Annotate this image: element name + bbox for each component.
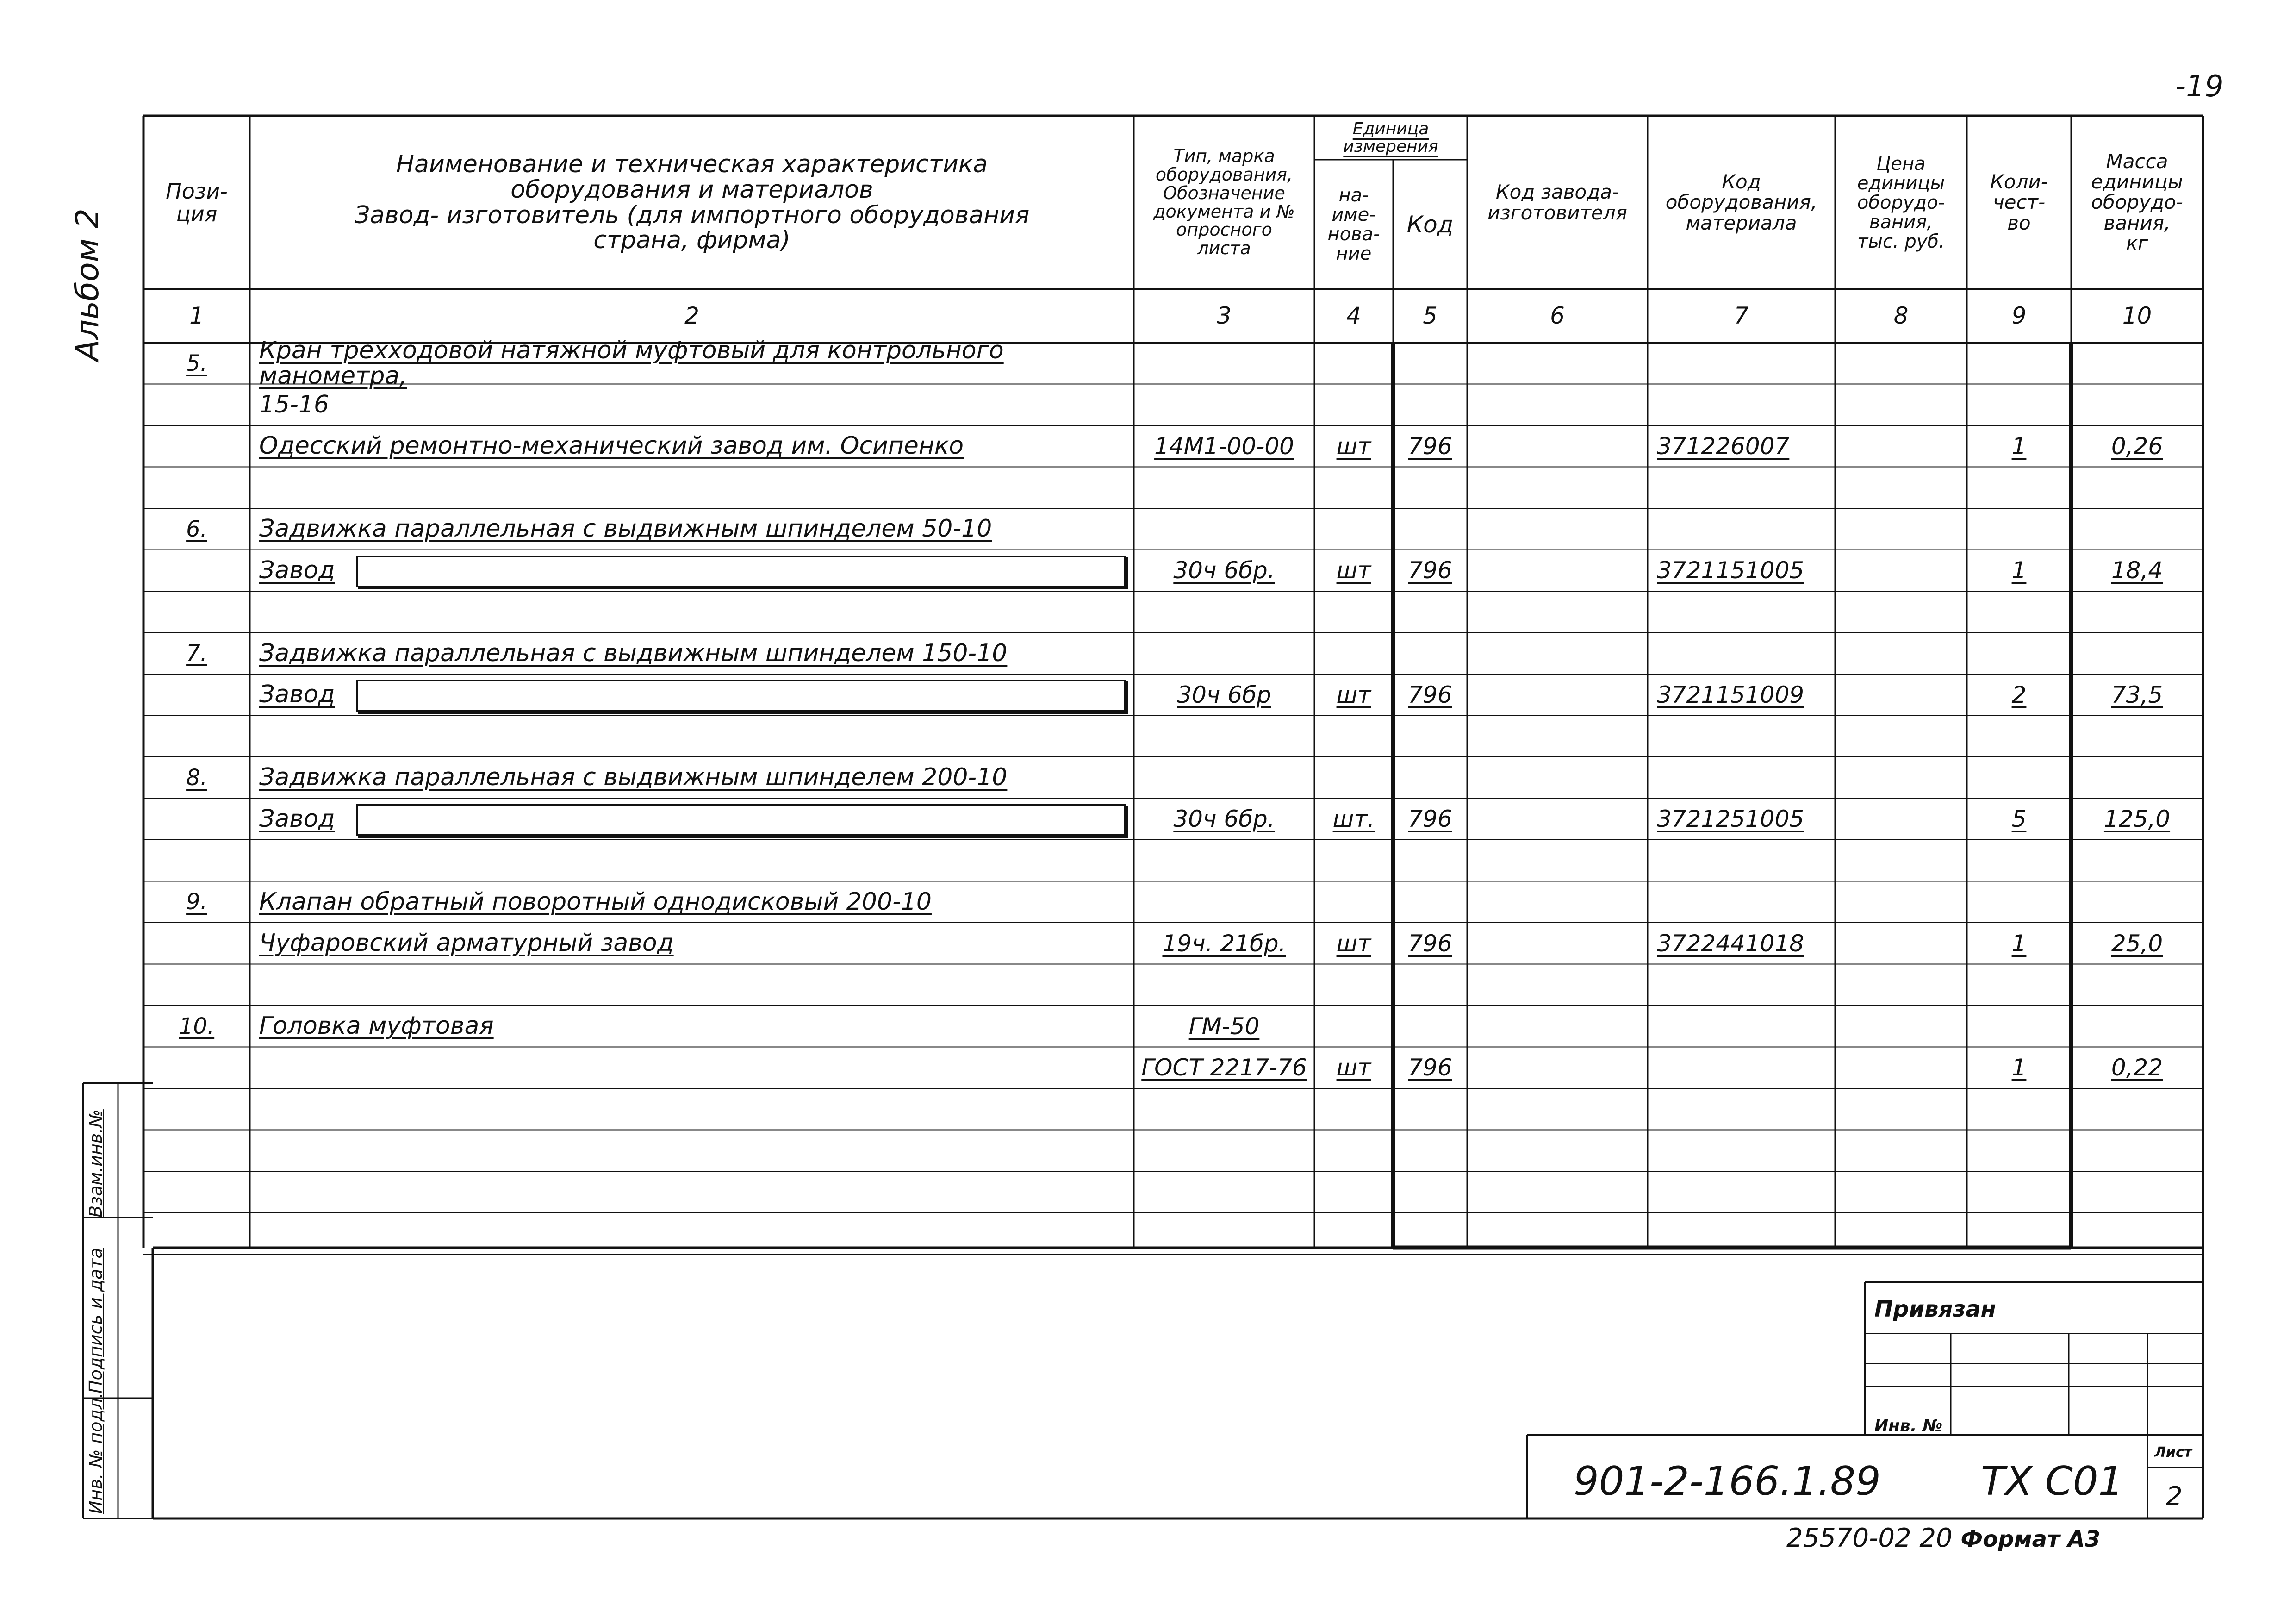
column-number: 3 — [1217, 302, 1232, 330]
row-price — [1835, 467, 1967, 509]
row-position — [143, 425, 250, 467]
row-factory-code — [1467, 674, 1648, 716]
row-unit-name: шт. — [1332, 806, 1375, 832]
row-mass: 18,4 — [2111, 557, 2163, 584]
row-quantity: 2 — [2011, 681, 2027, 708]
row-mass — [2071, 757, 2203, 799]
row-factory-code — [1467, 1088, 1648, 1130]
row-material-code: 3721151005 — [1657, 557, 1804, 584]
row-position: 6. — [186, 516, 207, 542]
row-position — [143, 840, 250, 881]
row-factory-code — [1467, 1213, 1648, 1255]
row-type — [1134, 1213, 1314, 1255]
row-name: Задвижка параллельная с выдвижным шпинделем 150-10 — [259, 639, 1008, 667]
row-price — [1835, 881, 1967, 923]
row-price — [1835, 757, 1967, 799]
row-unit-name — [1314, 343, 1393, 384]
row-mass — [2071, 840, 2203, 881]
row-material-code — [1648, 716, 1844, 757]
row-position: 7. — [186, 640, 207, 667]
row-name — [259, 1047, 1134, 1089]
row-quantity — [1967, 881, 2071, 923]
row-material-code — [1648, 384, 1844, 426]
row-material-code — [1648, 964, 1844, 1006]
stamp-vzam-label: Взам.инв.№ — [86, 1109, 106, 1218]
row-position: 8. — [186, 764, 207, 791]
row-type: 14М1-00-00 — [1154, 432, 1294, 460]
row-price — [1835, 508, 1967, 550]
header-material-code: Код оборудования, материала — [1665, 170, 1817, 234]
header-quantity: Коли- чест- во — [1990, 170, 2048, 234]
row-type — [1134, 757, 1314, 799]
row-unit-code: 796 — [1408, 1054, 1452, 1081]
row-unit-code: 796 — [1408, 806, 1452, 832]
row-position — [143, 591, 250, 633]
row-material-code — [1648, 591, 1844, 633]
row-name — [259, 964, 1134, 1006]
row-unit-code — [1393, 508, 1467, 550]
row-material-code — [1648, 757, 1844, 799]
row-factory-code — [1467, 343, 1648, 384]
row-quantity — [1967, 757, 2071, 799]
row-unit-code — [1393, 591, 1467, 633]
row-unit-name — [1314, 467, 1393, 509]
row-material-code: 371226007 — [1657, 432, 1790, 460]
row-factory-code — [1467, 716, 1648, 757]
column-number: 7 — [1734, 302, 1749, 330]
row-factory-code — [1467, 1047, 1648, 1089]
column-number: 9 — [2011, 302, 2027, 330]
row-price — [1835, 384, 1967, 426]
row-name: Чуфаровский арматурный завод — [259, 929, 674, 957]
row-mass — [2071, 1213, 2203, 1255]
row-unit-name: шт — [1336, 1054, 1371, 1081]
row-mass: 73,5 — [2111, 681, 2163, 708]
row-mass — [2071, 343, 2203, 384]
row-material-code — [1648, 467, 1844, 509]
row-name — [259, 591, 1134, 633]
row-quantity: 1 — [2011, 1054, 2027, 1081]
footer-stamp-number: 25570-02 — [1786, 1523, 1911, 1553]
row-price — [1835, 1171, 1967, 1213]
row-factory-code — [1467, 923, 1648, 964]
row-mass: 0,26 — [2111, 432, 2163, 460]
row-unit-name — [1314, 1171, 1393, 1213]
row-material-code: 3721151009 — [1657, 681, 1804, 708]
row-material-code — [1648, 343, 1844, 384]
row-factory-code — [1467, 1130, 1648, 1172]
row-quantity — [1967, 384, 2071, 426]
row-type: 30ч 6бр — [1177, 681, 1271, 708]
row-type: 30ч 6бр. — [1173, 806, 1275, 832]
blank-field-box — [356, 804, 1126, 837]
header-name-line: Завод- изготовитель (для импортного оборудования — [354, 201, 1030, 229]
row-position — [143, 674, 250, 716]
row-factory-code — [1467, 550, 1648, 592]
row-type — [1134, 840, 1314, 881]
row-unit-name — [1314, 964, 1393, 1006]
row-factory-code — [1467, 1006, 1648, 1047]
row-price — [1835, 1088, 1967, 1130]
row-price — [1835, 1006, 1967, 1047]
row-unit-name — [1314, 508, 1393, 550]
row-name: Одесский ремонтно-механический завод им. Осипенко — [259, 432, 964, 460]
document-code: ТХ С01 — [1981, 1458, 2124, 1505]
header-name-line: Наименование и техническая характеристика — [396, 150, 988, 179]
row-type: 30ч 6бр. — [1173, 557, 1275, 584]
row-mass — [2071, 1171, 2203, 1213]
row-unit-name — [1314, 591, 1393, 633]
row-unit-name — [1314, 633, 1393, 675]
header-unit-group: Единица измерения — [1343, 119, 1438, 156]
footer-format: Формат А3 — [1960, 1526, 2101, 1552]
row-position — [143, 1171, 250, 1213]
row-name — [259, 1213, 1134, 1255]
row-name — [259, 840, 1134, 881]
row-position — [143, 799, 250, 840]
row-mass — [2071, 1130, 2203, 1172]
row-price — [1835, 1130, 1967, 1172]
row-factory-code — [1467, 633, 1648, 675]
column-number: 4 — [1346, 302, 1361, 330]
row-position — [143, 964, 250, 1006]
row-unit-code: 796 — [1408, 432, 1452, 460]
row-position — [143, 1088, 250, 1130]
list-label: Лист — [2154, 1444, 2192, 1461]
row-mass — [2071, 881, 2203, 923]
row-unit-name — [1314, 1213, 1393, 1255]
header-type: Тип, марка оборудования, Обозначение документа и № опросного листа — [1153, 145, 1295, 259]
row-type — [1134, 716, 1314, 757]
row-type — [1134, 964, 1314, 1006]
row-name: Задвижка параллельная с выдвижным шпинделем 200-10 — [259, 763, 1008, 792]
row-price — [1835, 343, 1967, 384]
row-quantity — [1967, 633, 2071, 675]
row-factory-code — [1467, 757, 1648, 799]
row-unit-name: шт — [1336, 681, 1371, 708]
row-name: Головка муфтовая — [259, 1012, 494, 1040]
row-unit-code — [1393, 1213, 1467, 1255]
row-material-code — [1648, 508, 1844, 550]
row-material-code — [1648, 1006, 1844, 1047]
row-mass — [2071, 633, 2203, 675]
row-unit-code — [1393, 757, 1467, 799]
row-position — [143, 923, 250, 964]
row-factory-code — [1467, 425, 1648, 467]
row-position — [143, 550, 250, 592]
row-quantity — [1967, 716, 2071, 757]
row-quantity: 5 — [2011, 806, 2027, 832]
row-name — [259, 1088, 1134, 1130]
list-number: 2 — [2166, 1481, 2183, 1512]
row-unit-name: шт — [1336, 557, 1371, 584]
row-mass — [2071, 1088, 2203, 1130]
row-type: 19ч. 21бр. — [1162, 930, 1286, 957]
row-unit-code: 796 — [1408, 681, 1452, 708]
row-position — [143, 716, 250, 757]
row-type — [1134, 467, 1314, 509]
row-unit-name — [1314, 1088, 1393, 1130]
row-material-code — [1648, 840, 1844, 881]
row-quantity — [1967, 1171, 2071, 1213]
inv-no-label: Инв. № — [1874, 1417, 1943, 1436]
row-quantity: 1 — [2011, 930, 2027, 957]
column-number: 1 — [189, 302, 204, 330]
row-unit-code — [1393, 716, 1467, 757]
row-type — [1134, 633, 1314, 675]
row-unit-code: 796 — [1408, 930, 1452, 957]
row-mass — [2071, 1006, 2203, 1047]
header-price: Цена единицы оборудо- вания, тыс. руб. — [1857, 153, 1945, 252]
row-quantity — [1967, 508, 2071, 550]
header-name-line: страна, фирма) — [593, 226, 790, 255]
row-factory-code — [1467, 881, 1648, 923]
row-quantity — [1967, 1130, 2071, 1172]
row-unit-code — [1393, 633, 1467, 675]
header-name-line: оборудования и материалов — [510, 175, 873, 204]
row-factory-code — [1467, 591, 1648, 633]
row-price — [1835, 964, 1967, 1006]
row-mass — [2071, 467, 2203, 509]
row-quantity — [1967, 343, 2071, 384]
row-type — [1134, 508, 1314, 550]
header-name — [250, 116, 1134, 289]
row-type — [1134, 1088, 1314, 1130]
row-name: Кран трехходовой натяжной муфтовый для контрольного манометра, — [259, 337, 1004, 390]
row-material-code — [1648, 1047, 1844, 1089]
row-unit-code — [1393, 343, 1467, 384]
row-unit-name — [1314, 1006, 1393, 1047]
row-name — [259, 467, 1134, 509]
column-number: 10 — [2122, 302, 2152, 330]
sheet-number-top: -19 — [2175, 69, 2224, 104]
row-name: Завод — [259, 805, 335, 833]
blank-field-box — [356, 680, 1126, 712]
row-quantity — [1967, 591, 2071, 633]
row-name: 15-16 — [259, 390, 330, 418]
row-quantity — [1967, 1088, 2071, 1130]
row-quantity — [1967, 1213, 2071, 1255]
stamp-podpis-label: Подпись и дата — [86, 1248, 106, 1393]
row-unit-name — [1314, 716, 1393, 757]
row-mass: 125,0 — [2103, 806, 2171, 832]
row-unit-name — [1314, 384, 1393, 426]
row-material-code: 3722441018 — [1657, 930, 1804, 957]
row-type — [1134, 1171, 1314, 1213]
row-position — [143, 1047, 250, 1089]
row-position: 10. — [179, 1013, 215, 1039]
row-material-code — [1648, 633, 1844, 675]
row-name: Клапан обратный поворотный однодисковый 200-10 — [259, 887, 932, 916]
row-unit-code — [1393, 1171, 1467, 1213]
header-position: Пози- ция — [166, 179, 228, 226]
row-position — [143, 1213, 250, 1255]
row-unit-name: шт — [1336, 432, 1371, 460]
row-price — [1835, 716, 1967, 757]
row-position — [143, 467, 250, 509]
row-factory-code — [1467, 508, 1648, 550]
row-type: ГМ-50 — [1188, 1012, 1260, 1040]
row-factory-code — [1467, 1171, 1648, 1213]
row-name: Завод — [259, 681, 335, 709]
row-price — [1835, 799, 1967, 840]
row-price — [1835, 923, 1967, 964]
row-unit-code — [1393, 881, 1467, 923]
header-unit-code: Код — [1406, 211, 1454, 238]
row-name — [259, 1130, 1134, 1172]
album-label: Альбом 2 — [69, 208, 106, 361]
row-price — [1835, 1047, 1967, 1089]
row-position — [143, 384, 250, 426]
row-name: Завод — [259, 556, 335, 584]
row-mass — [2071, 508, 2203, 550]
row-mass — [2071, 384, 2203, 426]
row-type — [1134, 343, 1314, 384]
row-unit-code — [1393, 384, 1467, 426]
row-unit-name — [1314, 1130, 1393, 1172]
row-type — [1134, 1130, 1314, 1172]
document-designation: 901-2-166.1.89 — [1574, 1458, 1881, 1505]
header-mass: Масса единицы оборудо- вания, кг — [2091, 150, 2183, 255]
row-mass: 25,0 — [2111, 930, 2163, 957]
row-name — [259, 716, 1134, 757]
blank-field-box — [356, 556, 1126, 588]
row-material-code — [1648, 881, 1844, 923]
row-unit-code — [1393, 1088, 1467, 1130]
column-number: 6 — [1550, 302, 1565, 330]
row-unit-code — [1393, 1006, 1467, 1047]
row-mass — [2071, 964, 2203, 1006]
row-price — [1835, 674, 1967, 716]
row-type — [1134, 591, 1314, 633]
row-price — [1835, 425, 1967, 467]
row-unit-code — [1393, 964, 1467, 1006]
row-unit-code — [1393, 840, 1467, 881]
row-quantity: 1 — [2011, 557, 2027, 584]
row-material-code — [1648, 1171, 1844, 1213]
row-factory-code — [1467, 799, 1648, 840]
row-material-code — [1648, 1088, 1844, 1130]
footer-stamp — [1786, 1523, 2100, 1553]
row-unit-code — [1393, 467, 1467, 509]
row-quantity — [1967, 964, 2071, 1006]
row-unit-name — [1314, 757, 1393, 799]
row-material-code: 3721251005 — [1657, 806, 1804, 832]
row-position — [143, 1130, 250, 1172]
row-position: 9. — [186, 889, 207, 915]
privyazan-label: Привязан — [1874, 1296, 1996, 1322]
header-factory-code: Код завода- изготовителя — [1487, 181, 1628, 224]
row-quantity — [1967, 467, 2071, 509]
row-quantity: 1 — [2011, 432, 2027, 460]
row-quantity — [1967, 840, 2071, 881]
row-type — [1134, 384, 1314, 426]
column-number: 2 — [684, 302, 699, 330]
row-factory-code — [1467, 384, 1648, 426]
row-unit-name — [1314, 840, 1393, 881]
row-price — [1835, 591, 1967, 633]
row-unit-code: 796 — [1408, 557, 1452, 584]
footer-copy-number: 20 — [1919, 1523, 1953, 1553]
row-unit-name: шт — [1336, 930, 1371, 957]
row-unit-name — [1314, 881, 1393, 923]
row-quantity — [1967, 1006, 2071, 1047]
column-number: 8 — [1893, 302, 1909, 330]
column-number: 5 — [1423, 302, 1437, 330]
row-price — [1835, 550, 1967, 592]
row-type — [1134, 881, 1314, 923]
stamp-inv-label: Инв. № подл. — [86, 1392, 106, 1514]
row-name: Задвижка параллельная с выдвижным шпинделем 50-10 — [259, 515, 992, 543]
row-factory-code — [1467, 467, 1648, 509]
row-price — [1835, 1213, 1967, 1255]
row-material-code — [1648, 1213, 1844, 1255]
row-mass — [2071, 716, 2203, 757]
row-material-code — [1648, 1130, 1844, 1172]
row-name — [259, 1171, 1134, 1213]
row-factory-code — [1467, 964, 1648, 1006]
row-position: 5. — [186, 350, 207, 376]
header-unit-name: на- име- нова- ние — [1327, 185, 1380, 264]
row-mass: 0,22 — [2111, 1054, 2163, 1081]
row-factory-code — [1467, 840, 1648, 881]
row-price — [1835, 840, 1967, 881]
row-unit-code — [1393, 1130, 1467, 1172]
row-type: ГОСТ 2217-76 — [1141, 1054, 1307, 1081]
row-price — [1835, 633, 1967, 675]
row-mass — [2071, 591, 2203, 633]
